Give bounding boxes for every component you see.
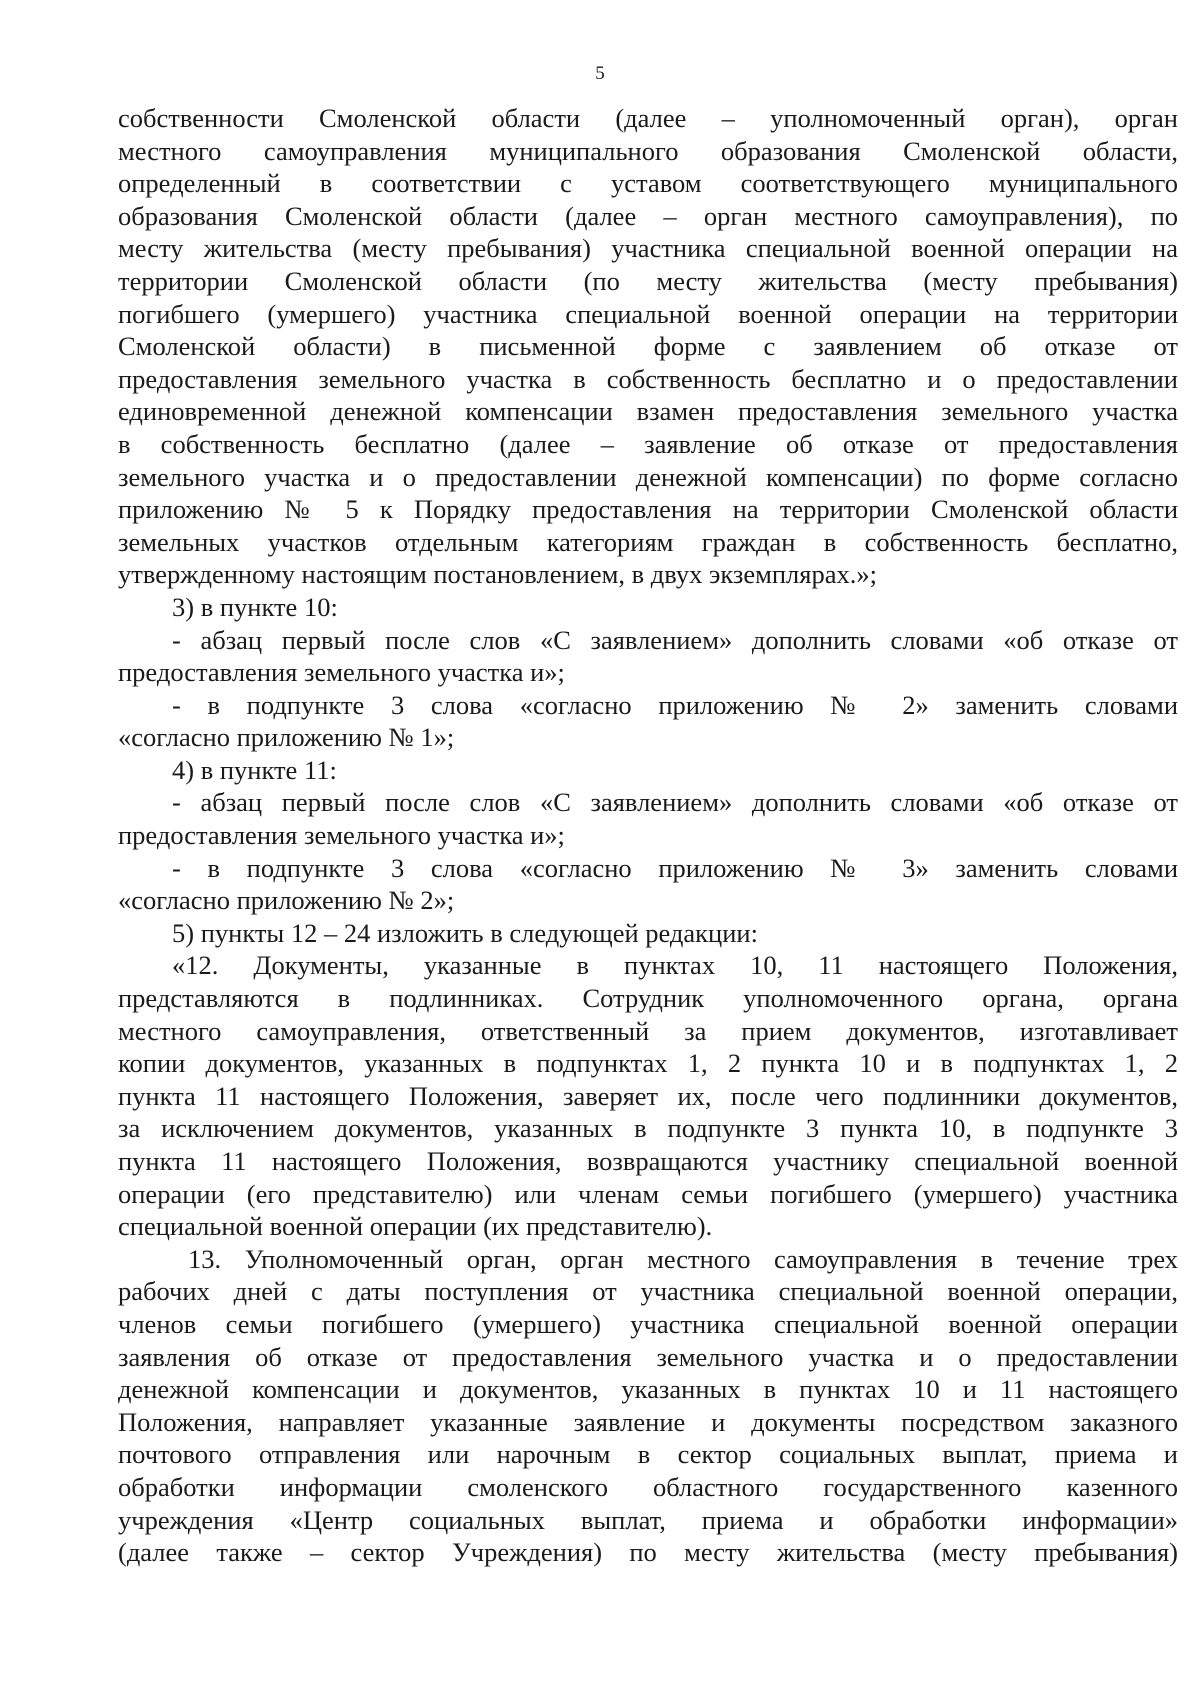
text-line: копии документов, указанных в подпунктах 1, 2 пункта 10 и в подпунктах 1, 2 <box>118 1048 1178 1079</box>
text-line: членов семьи погибшего (умершего) участника специальной военной операции <box>118 1308 1178 1339</box>
text-line: Смоленской области) в письменной форме с заявлением об отказе от <box>118 331 1178 362</box>
text-line: «12. Документы, указанные в пунктах 10, 11 настоящего Положения, <box>172 950 1178 981</box>
text-line: утвержденному настоящим постановлением, в двух экземплярах.»; <box>118 559 877 590</box>
text-line: собственности Смоленской области (далее – уполномоченный орган), орган <box>118 103 1178 133</box>
text-line: образования Смоленской области (далее – орган местного самоуправления), по <box>118 200 1178 231</box>
text-line: операции (его представителю) или членам семьи погибшего (умершего) участника <box>118 1178 1178 1209</box>
text-line: предоставления земельного участка и»; <box>118 820 565 851</box>
text-line: предоставления земельного участка и»; <box>118 657 565 688</box>
text-line: местного самоуправления, ответственный за прием документов, изготавливает <box>118 1015 1178 1046</box>
text-line: в собственность бесплатно (далее – заявление об отказе от предоставления <box>118 428 1178 459</box>
text-line: пункта 11 настоящего Положения, возвращаются участнику специальной военной <box>118 1146 1178 1176</box>
text-line: 4) в пункте 11: <box>172 754 337 785</box>
text-line: приложению № 5 к Порядку предоставления на территории Смоленской области <box>118 494 1178 525</box>
text-line: рабочих дней с даты поступления от участника специальной военной операции, <box>118 1276 1178 1307</box>
text-line: денежной компенсации и документов, указанных в пунктах 10 и 11 настоящего <box>118 1374 1178 1405</box>
text-line: (далее также – сектор Учреждения) по месту жительства (месту пребывания) <box>118 1537 1178 1568</box>
text-line: 3) в пункте 10: <box>172 591 338 622</box>
text-line: «согласно приложению № 2»; <box>118 885 455 916</box>
text-line: 5) пункты 12 – 24 изложить в следующей редакции: <box>172 917 758 948</box>
text-line: почтового отправления или нарочным в сектор социальных выплат, приема и <box>118 1439 1178 1470</box>
text-line: предоставления земельного участка в собственность бесплатно и о предоставлении <box>118 363 1178 394</box>
text-line: единовременной денежной компенсации взамен предоставления земельного участка <box>118 396 1178 427</box>
text-line: - абзац первый после слов «С заявлением» дополнить словами «об отказе от <box>172 787 1178 818</box>
text-line: месту жительства (месту пребывания) участника специальной военной операции на <box>118 233 1178 264</box>
text-line: заявления об отказе от предоставления земельного участка и о предоставлении <box>118 1341 1178 1372</box>
text-line: 13. Уполномоченный орган, орган местного самоуправления в течение трех <box>188 1243 1178 1274</box>
text-line: местного самоуправления муниципального образования Смоленской области, <box>118 135 1178 166</box>
text-line: за исключением документов, указанных в подпункте 3 пункта 10, в подпункте 3 <box>118 1113 1178 1144</box>
text-line: территории Смоленской области (по месту жительства (месту пребывания) <box>118 265 1178 296</box>
text-line: погибшего (умершего) участника специальной военной операции на территории <box>118 298 1178 329</box>
text-line: - абзац первый после слов «С заявлением» дополнить словами «об отказе от <box>172 624 1178 655</box>
text-line: обработки информации смоленского областного государственного казенного <box>118 1471 1178 1502</box>
text-line: специальной военной операции (их представителю). <box>118 1211 713 1242</box>
text-line: земельного участка и о предоставлении денежной компенсации) по форме согласно <box>118 461 1178 492</box>
text-line: пункта 11 настоящего Положения, заверяет их, после чего подлинники документов, <box>118 1080 1178 1111</box>
page-number: 5 <box>595 63 605 84</box>
text-line: «согласно приложению № 1»; <box>118 722 455 753</box>
document-body <box>118 102 1178 1569</box>
text-line: - в подпункте 3 слова «согласно приложению № 3» заменить словами <box>172 852 1178 883</box>
text-line: - в подпункте 3 слова «согласно приложению № 2» заменить словами <box>172 689 1178 720</box>
text-line: земельных участков отдельным категориям граждан в собственность бесплатно, <box>118 526 1178 557</box>
text-line: определенный в соответствии с уставом соответствующего муниципального <box>118 168 1178 199</box>
text-line: учреждения «Центр социальных выплат, приема и обработки информации» <box>118 1504 1178 1535</box>
text-line: представляются в подлинниках. Сотрудник уполномоченного органа, органа <box>118 983 1178 1014</box>
text-line: Положения, направляет указанные заявление и документы посредством заказного <box>118 1406 1178 1437</box>
